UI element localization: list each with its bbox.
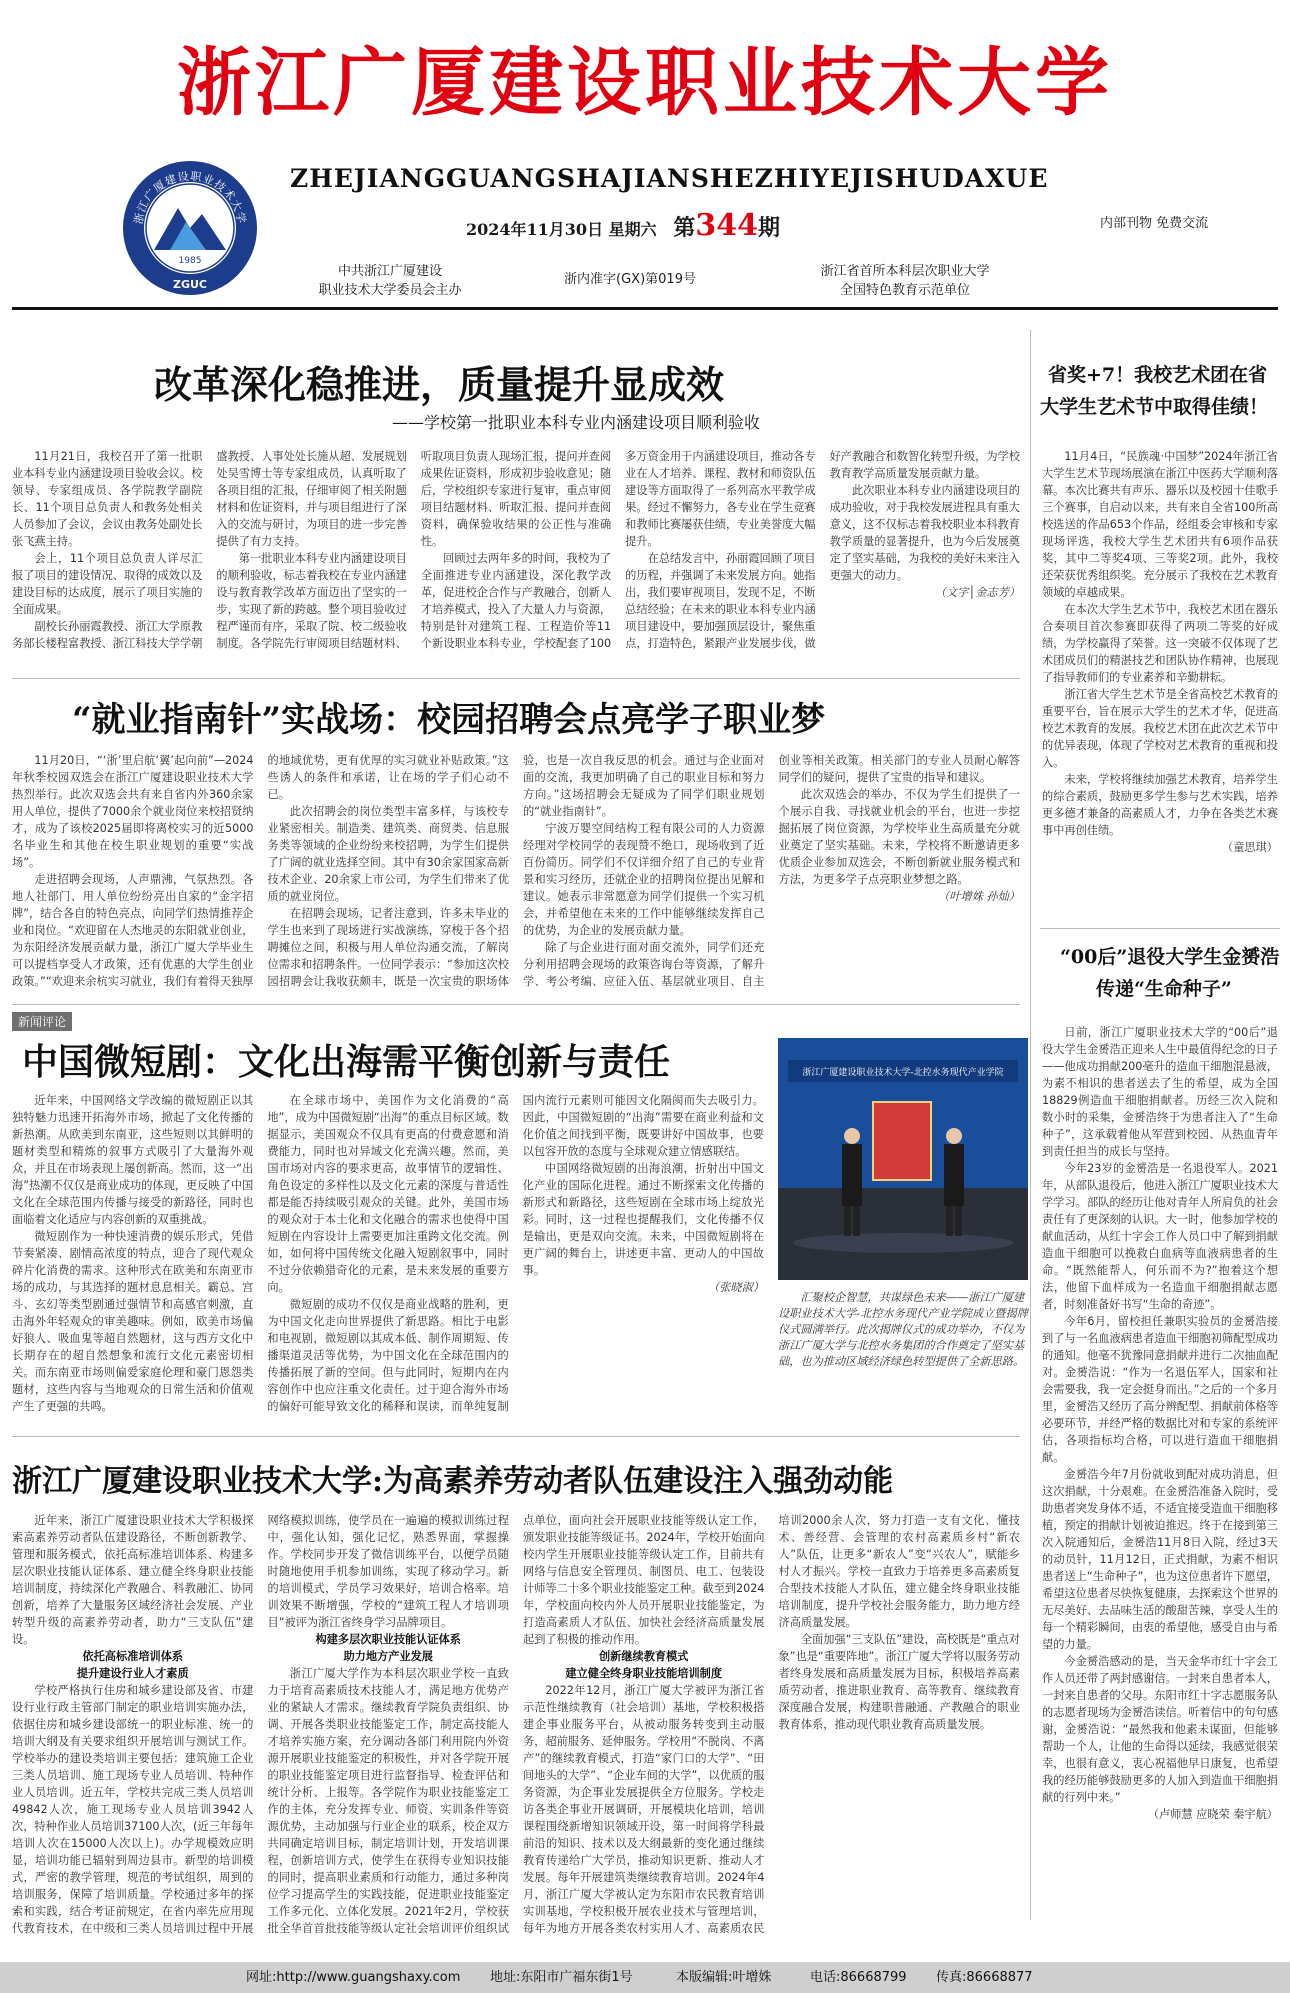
article4-subhead: 构建多层次职业技能认证体系 助力地方产业发展 [315,1633,461,1663]
sidebar1-paragraph: 11月4日，“民族魂·中国梦”2024年浙江省大学生艺术节现场展演在浙江中医药大学顺利落幕。本次比赛共有声乐、器乐以及校园十佳歌手三个赛事，自启动以来，共有来自全省100所高校选送的作品653个作品，经组委会审核和专家现场评选，我校大学生艺术团共有6项作品获奖，其中二等奖4项、三等奖2项。此外，我校还荣获优秀组织奖。充分展示了我校在艺术教育领域的卓越成果。 [1042,450,1278,599]
article2-paragraph: 除了与企业进行面对面交流外，同学们还充分利用招聘会现场的政策咨询台等资源，了解升学、考公考编、应征入伍、基层就业项目、自主创业等相关政策。相关部门的专业人员耐心解答同学们的疑问，提供了宝贵的指导和建议。 [523,754,1020,988]
photo-caption: 汇聚校企智慧，共谋绿色未来——浙江广厦建设职业技术大学-北控水务现代产业学院成立暨揭牌仪式圆满举行。此次揭牌仪式的成功举办，不仅为浙江广厦大学与北控水务集团的合作奠定了坚实基础，也为推动区域经济绿色转型提供了全新思路。 [778,1291,1028,1368]
free-note: 内部刊物 免费交流 [1100,216,1209,231]
section-rule [1040,928,1280,929]
article2-headline: “就业指南针”实战场：校园招聘会点亮学子职业梦 [72,700,826,740]
article2-paragraph: 此次双选会的举办，不仅为学生们提供了一个展示自我、寻找就业机会的平台，也进一步挖掘拓展了岗位资源，为学校毕业生高质量充分就业奠定了坚实基础。未来，学校将不断邀请更多优质企业参加双选会，不断创新就业服务模式和方法，为更多学子点亮职业梦想之路。 [778,788,1020,886]
article1-byline: （文字│金志芳） [934,586,1020,599]
issue-date: 2024年11月30日 星期六 [466,220,657,239]
ceremony-photo [778,1038,1028,1280]
sidebar1-headline-line2: 大学生艺术节中取得佳绩！ [1040,396,1269,418]
footer-fax: 传真:86668877 [936,1970,1033,1985]
article3-paragraph: 中国网络微短剧的出海浪潮，折射出中国文化产业的国际化进程。通过不断探索文化传播的新形式和新路径，这些短剧在全球市场上绽放光彩。同时，这一过程也提醒我们，文化传播不仅是输出，更是双向交流。未来，中国微短剧将在更广阔的舞台上，讲述更丰富、更动人的中国故事。 [522,1162,764,1277]
article4-paragraph: 2022年12月，浙江广厦大学被评为浙江省示范性继续教育（社会培训）基地，学校积极搭建企事业服务平台，从被动服务转变到主动服务，超前服务、延伸服务。学校用“不脱岗、不离产”的继续教育模式，打造“家门口的大学”、“田间地头的大学”、“企业车间的大学”，以优质的服务资源，为企事业发展提供全方位服务。学校走访各类企事业开展调研，开展模块化培训，培训课程围绕新增知识领域开设，第一时间将学科最前沿的知识、技术以及大纲最新的变化通过继续教育传递给广大学员，推动知识更新、推动人才发展。每年开展建筑类继续教育培训。2024年4月，浙江广厦大学被认定为东阳市农民教育培训实训基地，学校积极开展农业技术与管理培训，每年为地方开展各类农村实用人才、高素质农民培训2000余人次，努力打造一支有文化、懂技术、善经营、会管理的农村高素质乡村“新农人”队伍，让更多“新农人”变“兴农人”，赋能乡村人才振兴。学校一直致力于培养更多高素质复合型技术技能人才队伍，建立健全终身职业技能培训制度，提升学校社会服务能力，助力地方经济高质量发展。 [523,1514,1020,1935]
masthead-rule [12,307,1278,310]
footer-bar [0,1962,1290,1993]
footer-phone: 电话:86668799 [810,1970,907,1985]
article3-paragraph: 近年来，中国网络文学改编的微短剧正以其独特魅力迅速开拓海外市场，掀起了文化传播的新热潮。从欧美到东南亚，这些短则以其鲜明的题材类型和精炼的叙事方式吸引了大量海外观众，并且在市场表现上屡创新高。然而，这一“出海”热潮不仅仅是商业成功的体现，更反映了中国文化在全球范围内传播与接受的新路径，同时也面临着文化适应与内容创新的双重挑战。 [12,1094,254,1226]
article3-paragraph: 微短剧的成功不仅仅是商业战略的胜利，更为中国文化走向世界提供了新思路。相比于电影和电视剧，微短剧以其成本低、制作周期短、传播渠道灵活等优势，为中国文化在全球范围内的传播拓展了新的空间。但与此同时，短期内在内容创作中也应注重文化责任。过于迎合海外市场的偏好可能导致文化的稀释和误读，而单纯复制国内流行元素则可能因文化隔阂而失去吸引力。因此，中国微短剧的“出海”需要在商业利益和文化价值之间找到平衡，既要讲好中国故事，也要以包容开放的态度与全球观众建立情感联结。 [267,1094,764,1413]
sidebar1-headline-line1: 省奖+7！我校艺术团在省 [1048,364,1268,386]
sidebar-divider [1030,330,1031,1920]
article4-paragraph: 浙江广厦大学作为本科层次职业学校一直致力于培育高素质技术技能人才，满足地方优势产业的紧缺人才需求。继续教育学院负责组织、协调、开展各类职业技能鉴定工作，制定高技能人才培养实施方案，充分调动各部门利用院内外资源开展职业技能鉴定的积极性，并对各学院开展的职业技能鉴定项目进行监督指导、检查评估和统计分析、上报等。各学院作为职业技能鉴定工作的主体，充分发挥专业、师资、实训条件等资源优势，主动加强与行业企业的联系，校企双方共同确定培训目标，制定培训计划，开发培训课程，创新培训方式，使学生在获得专业知识技能的同时，提高职业素质和行动能力，通过多种岗位学习提高学生的实践技能，促进职业技能鉴定工作多元化、立体化发展。2021年2月，学校获批全华首首批技能等级认定社会培训评价组织试点单位，面向社会开展职业技能等级认定工作，颁发职业技能等级证书。2024年，学校开始面向校内学生开展职业技能等级认定工作，目前共有网络与信息安全管理员、制图员、电工、包装设计师等二十多个职业技能鉴定工种。截至到2024年，学校面向校内外人员开展职业技能鉴定，为打造高素质人才队伍、加快社会经济高质量发展起到了积极的推动作用。 [267,1514,765,1935]
article1-paragraph: 副校长孙丽霞教授、浙江大学原教务部长楼程富教授、浙江科技大学学朝盛教授、人事处处长施从超、发展规划处吴雪博士等专家组成员，认真听取了各项目组的汇报，仔细审阅了相关附题材料和佐证资料，并与项目组进行了深入的交流与研讨，为项目的进一步完善提供了有力支持。 [12,450,407,650]
sidebar2-headline-line1: “00后”退役大学生金赟浩 [1060,946,1280,968]
issue-number: 344 [695,208,758,243]
article3-byline: （张晓淑） [708,1281,764,1294]
article2-byline: （叶增姝 孙灿） [938,890,1020,903]
article4-paragraph: 全面加强“三支队伍”建设，高校既是“重点对象”也是“重要阵地”。浙江广厦大学将以服务劳动者终身发展和高质量发展为目标，积极培养高素质劳动者，推进职业教育、高等教育、继续教育深度融合发展，构建职普融通、产教融合的职业教育体系，推动现代职业教育高质量发展。 [778,1633,1020,1731]
seal-abbr: ZGUC [172,278,208,291]
article1-paragraph: 会上，11个项目总负责人详尽汇报了项目的建设情况、取得的成效以及建设目标的达成度，展示了项目实施的全面成果。 [12,552,203,616]
section-rule [12,678,1020,679]
article4-paragraph: 近年来，浙江广厦建设职业技术大学积极探索高素养劳动者队伍建设路径，不断创新教学、管理和服务模式，依托高标准培训体系、构建多层次职业技能认证体系、建立健全终身职业技能培训制度，持续深化产教融合、科教融汇、协同创新，培养了大量服务区域经济社会发展、产业转型升级的高素养劳动者，助力“三支队伍”建设。 [12,1514,254,1646]
article4-subhead: 创新继续教育模式 建立健全终身职业技能培训制度 [565,1650,723,1680]
article4-body [12,1512,1020,1952]
article4-subhead: 依托高标准培训体系 提升建设行业人才素质 [76,1650,189,1680]
permit-note: 浙内准字(GX)第019号 [564,272,696,287]
article2-paragraph: 11月20日，“‘浙’里启航‘翼’起向前”—2024年秋季校园双选会在浙江广厦建设职业技术大学热烈举行。此次双选会共有来自省内外360余家用人单位，提供了7000余个就业岗位来校招贤纳才，成为了该校2025届即将离校实习的近5000名毕业生和其他在校生职业规划的重要“实战场”。 [12,754,254,869]
article4-headline: 浙江广厦建设职业技术大学:为高素养劳动者队伍建设注入强劲动能 [12,1464,894,1499]
sidebar1-body [1042,448,1278,918]
article1-body [12,448,1020,668]
article3-headline: 中国微短剧：文化出海需平衡创新与责任 [22,1041,671,1083]
article3-paragraph: 微短剧作为一种快速消费的娱乐形式，凭借节奏紧凑、剧情高浓度的特点，迎合了现代观众碎片化消费的需求。这种形式在欧美和东南亚市场的成功，与其选择的题材息息相关。霸总、宫斗、玄幻等类型剧通过强情节和高感官刺激，直击海外年轻观众的审美趣味。例如，欧美市场偏好狼人、吸血鬼等超自然题材，这与西方文化中长期存在的超自然想象和流行文化元素密切相关。而东南亚市场则偏爱家庭伦理和豪门恩怨类题材，这些内容与当地观众的日常生活和价值观产生了更强的共鸣。 [12,1230,254,1413]
masthead-title: 浙江广厦建设职业技术大学 [177,40,1113,126]
article2-body [12,752,1020,990]
honor-note: 浙江省首所本科层次职业大学 全国特色教育示范单位 [820,264,990,298]
masthead-pinyin: ZHEJIANGGUANGSHAJIANSHEZHIYEJISHUDAXUE [290,164,1049,193]
seal-year: 1985 [178,256,202,266]
sidebar1-byline: （童思琪） [1222,841,1278,854]
article1-subhead: ——学校第一批职业本科专业内涵建设项目顺利验收 [392,413,761,432]
article1-paragraph: 第一批职业本科专业内涵建设项目的顺利验收，标志着我校在专业内涵建设与教育教学改革方面迈出了坚实的一步，实现了新的跨越。整个项目验收过程严谨而有序，采取了院、校二级验收制度。各学院先行审阅项目结题材料、听取项目负责人现场汇报，提问并查阅成果佐证资料，形成初步验收意见；随后，学校组织专家进行复审，重点审阅项目结题材料、听取汇报、提问并查阅资料，确保验收结果的公正性与准确性。 [216,450,612,650]
issue-line [466,208,780,243]
article2-paragraph: 走进招聘会现场，人声鼎沸，气氛热烈。各地人社部门、用人单位纷纷亮出自家的“金字招牌”，结合各自的特色亮点，向同学们热情推荐企业和岗位。“欢迎留在人杰地灵的东阳就业创业，为东阳经济发展贡献力量，浙江广厦大学毕业生可以提档享受人才政策，还有优惠的大学生创业政策。”“欢迎来余杭实习就业，我们有着得天独厚的地域优势，更有优厚的实习就业补贴政策。”这些诱人的条件和承诺，让在场的学子们心动不已。 [12,754,509,988]
commentary-tag: 新闻评论 [12,1012,72,1031]
sidebar2-paragraph: 今年6月，留校担任兼职实验员的金赟浩接到了与一名血液病患者造血干细胞初筛配型成功的通知。他毫不犹豫同意捐献并进行二次抽血配对。金赟浩说：“作为一名退伍军人，国家和社会需要我，我一定会挺身而出。”之后的一个多月里，金赟浩又经历了高分辨配型、捐献前体格等必要环节，并经严格的数据比对和专家的系统评估，各项指标均合格，可以进行造血干细胞捐献。 [1042,1315,1278,1464]
section-rule [12,1004,1020,1005]
sidebar2-paragraph: 今年23岁的金赟浩是一名退役军人。2021年，从部队退役后，他进入浙江广厦职业技术大学学习。部队的经历让他对青年人所肩负的社会责任有了更深刻的认识。大一时，他参加学校的献血活动，从红十字会工作人员口中了解到捐献造血干细胞可以挽救白血病等血液病患者的生命。“既然能帮人，何乐而不为?”抱着这个想法，他留下血样成为一名造血干细胞捐献志愿者，时刻准备好书写“生命的奇迹”。 [1042,1162,1278,1311]
sidebar1-paragraph: 浙江省大学生艺术节是全省高校艺术教育的重要平台，旨在展示大学生的艺术才华，促进高校艺术教育的发展。我校艺术团在此次艺术节中的优异表现，体现了学校对艺术教育的重视和投入。 [1042,688,1278,769]
photo-banner: 浙江广厦建设职业技术大学-北控水务现代产业学院 [802,1068,1004,1078]
article2-paragraph: 此次招聘会的岗位类型丰富多样，与该校专业紧密相关。制造类、建筑类、商贸类、信息服务类等领域的企业纷纷来校招聘，为学生们提供了广阔的就业选择空间。其中有30余家国家高新技术企业、20余家上市公司，为学生们带来了优质的就业岗位。 [267,805,509,903]
sidebar2-paragraph: 金赟浩今年7月份就收到配对成功消息，但这次捐献，十分艰难。在金赟浩准备入院时，受助患者突发身体不适，不适宜接受造血干细胞移植，预定的捐献计划被迫推迟。终于在接到第三次入院通知后，金赟浩11月8日入院，经过3天的动员针，11月12日，正式捐献，为素不相识患者送上“生命种子”，也为这位患者许下愿望，希望这位患者尽快恢复健康，去探索这个世界的无尽美好、去品味生活的酸甜苦辣，享受人生的每一个精彩瞬间，由衷的希望他，感受自由与希望的力量。 [1042,1468,1278,1651]
footer-website[interactable]: 网址:http://www.guangshaxy.com [246,1970,461,1985]
issue-suffix: 期 [758,215,781,241]
sidebar2-byline: （卢师慧 应晓荣 秦宇航） [1147,1808,1278,1821]
article3-paragraph: 在全球市场中，美国作为文化消费的“高地”，成为中国微短剧“出海”的重点目标区域。数据显示，美国观众不仅具有更高的付费意愿和消费能力，同时也对异域文化充满兴趣。然而，美国市场对内容的要求更高，故事情节的逻辑性、角色设定的多样性以及文化元素的深度与普适性都是能否持续吸引观众的关键。此外，美国市场的观众对于本土化和文化融合的需求也使得中国短剧在内容设计上需要更加注重跨文化交流。例如，如何将中国传统文化融入短剧叙事中，同时不过分依赖猎奇化的元素，是未来发展的重要方向。 [267,1094,509,1294]
article1-paragraph: 此次职业本科专业内涵建设项目的成功验收，对于我校发展进程具有重大意义，这不仅标志着我校职业本科教育教学质量的显著提升，也为今后发展奠定了坚实基础，为我校的美好未来注入更强大的动力。 [829,484,1020,582]
footer-address: 地址:东阳市广福东街1号 [490,1970,633,1985]
university-seal-logo [120,158,260,298]
sidebar1-paragraph: 未来，学校将继续加强艺术教育，培养学生的综合素质，鼓励更多学生参与艺术实践，培养更多德才兼备的高素质人才，力争在各类艺术赛事中再创佳绩。 [1042,773,1278,837]
issue-prefix: 第 [673,215,696,241]
sidebar2-paragraph: 日前，浙江广厦职业技术大学的“00后”退役大学生金赟浩正迎来人生中最值得纪念的日子——他成功捐献200毫升的造血干细胞混悬液，为素不相识的患者送去了生的希望，成为全国18829例造血干细胞捐献者。历经三次入院和数小时的采集，金赟浩终于为患者注入了“生命种子”，这承载着他从军营到校园、从热血青年到责任担当的成长与坚持。 [1042,1026,1278,1158]
sidebar1-paragraph: 在本次大学生艺术节中，我校艺术团在器乐合奏项目首次参赛即获得了两项二等奖的好成绩，为学校赢得了荣誉。这一突破不仅体现了艺术团成员们的精湛技艺和团队协作精神，也展现了指导教师们的专业素养和辛勤耕耘。 [1042,603,1278,684]
section-rule [12,1436,1020,1437]
article1-paragraph: 在总结发言中，孙丽霞回顾了项目的历程，并强调了未来发展方向。她指出，我们要审视项目，发现不足，不断总结经验；在未来的职业本科专业内涵项目建设中，要加强顶层设计，聚焦重点，打造特色，紧跟产业发展步伐，做好产教融合和数智化转型升级，为学校教育教学高质量发展贡献力量。 [625,450,1020,650]
footer-editor: 本版编辑:叶增姝 [676,1970,772,1985]
article2-paragraph: 宁波万婴空间结构工程有限公司的人力资源经理对学校同学的表现赞不绝口，现场收到了近百份简历。同学们不仅详细介绍了自己的专业背景和实习经历，还就企业的招聘岗位提出见解和建议。她表示非常愿意为同学们提供一个实习机会，并希望他在未来的工作中能够继续发挥自己的优势，为企业的发展贡献力量。 [523,822,765,937]
sidebar2-headline-line2: 传递“生命种子” [1096,978,1232,1000]
sidebar2-paragraph: 今金赟浩感动的是，当天金华市红十字会工作人员还带了两封感谢信。一封来自患者本人，一封来自患者的父母。东阳市红十字志愿服务队的志愿者现场为金赟浩读信。听着信中的句句感谢，金赟浩说：“最然我和他素未谋面，但能够帮助一个人，让他的生命得以延续，我感觉很荣幸，也很有意义，衷心祝福他早日康复，也希望我的经历能够鼓励更多的人加入到造血干细胞捐献的行列中来。” [1042,1655,1278,1804]
article1-paragraph: 回顾过去两年多的时间，我校为了全面推进专业内涵建设，深化教学改革，促进校企合作与产教融合，创新人才培养模式，投入了大量人力与资源，特别是针对建筑工程、工程造价等11个新设职业本科专业，学校配套了100多万资金用于内涵建设项目，推动各专业在人才培养、课程、教材和师资队伍建设等方面取得了一系列高水平教学成果。经过不懈努力，各专业在学生竞赛和教师比赛屡获佳绩，专业美誉度大幅提升。 [420,450,816,650]
article3-body [12,1092,764,1422]
article2-paragraph: 在招聘会现场，记者注意到，许多未毕业的学生也来到了现场进行实战演练，穿梭于各个招聘摊位之间，积极与用人单位沟通交流，了解岗位需求和招聘条件。一位同学表示：“参加这次校园招聘会让我收获颇丰，既是一次宝贵的职场体验，也是一次自我反思的机会。通过与企业面对面的交流，我更加明确了自己的职业目标和努力方向。”这场招聘会无疑成为了同学们职业规划的“就业指南针”。 [267,754,765,988]
article1-paragraph: 11月21日，我校召开了第一批职业本科专业内涵建设项目验收会议。校领导、专家组成员、各学院教学副院长、11个项目总负责人和教务处相关人员参加了会议，会议由教务处副处长张飞燕主持。 [12,450,203,548]
article1-headline: 改革深化稳推进，质量提升显成效 [154,362,725,407]
sidebar2-body [1042,1024,1278,1954]
article4-paragraph: 学校严格执行住房和城乡建设部及省、市建设行业行政主管部门制定的职业培训实施办法，依据住房和城乡建设部统一的职业标准、统一的培训大纲及有关要求组织开展培训与测试工作。学校举办的建设类培训主要包括：建筑施工企业三类人员培训、施工现场专业人员培训、特种作业人员培训。近五年，学校共完成三类人员培训49842人次，施工现场专业人员培训3942人次，特种作业人员培训37100人次，(近三年每年培训人次在15000人次以上)。办学规模效应明显，培训功能已辐射到周边县市。新型的培训模式，严密的教学管理，规范的考试组织，周到的培训服务，保障了培训质量。学校通过多年的探索和实践，结合考证前规定，在省内率先应用现代教育技术，在中级和三类人员培训过程中开展网络模拟训练，使学员在一遍遍的模拟训练过程中，强化认知，强化记忆，熟悉界面，掌握操作。学校同步开发了微信训练平台，以便学员随时随地使用手机参加训练，实现了移动学习。新的培训模式，学员学习效果好，培训合格率。培训效果不断增强，学校的“建筑工程人才培训项目”被评为浙江省终身学习品牌项目。 [12,1514,509,1935]
seal-text: 浙江广厦建设职业技术大学 [131,169,249,226]
sponsor-note: 中共浙江广厦建设 职业技术大学委员会主办 [318,264,462,298]
